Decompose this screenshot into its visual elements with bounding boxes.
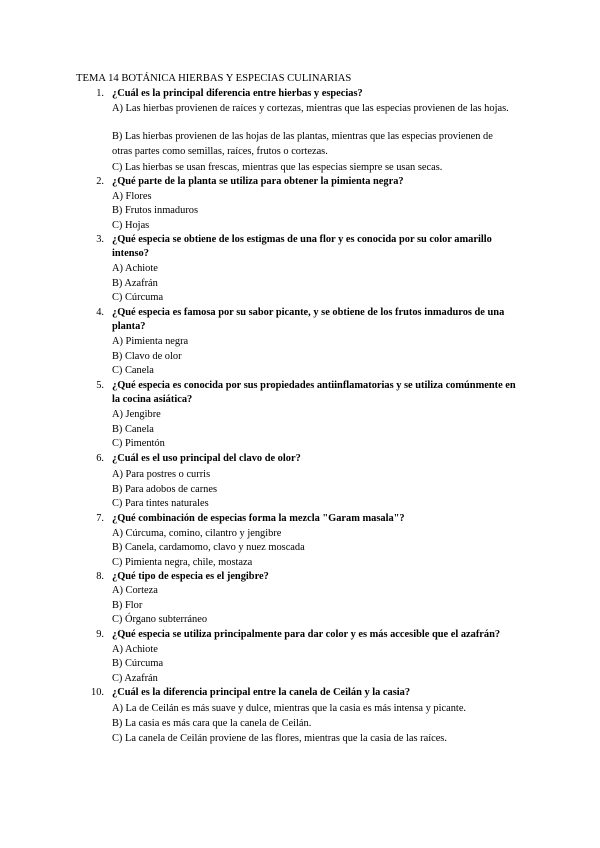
question-number: 3.	[96, 234, 104, 245]
answer-option: C) La canela de Ceilán proviene de las flores, mientras que la casia de las raíces.	[112, 733, 447, 744]
document-title: TEMA 14 BOTÁNICA HIERBAS Y ESPECIAS CULINARIAS	[76, 73, 352, 84]
answer-option: C) Pimentón	[112, 438, 165, 449]
answer-option: B) Las hierbas provienen de las hojas de las plantas, mientras que las especias provienen de otras partes como semillas, raíces, frutos o cortezas.	[112, 131, 493, 157]
question-text: ¿Cuál es la principal diferencia entre hierbas y especias?	[112, 88, 363, 99]
question-text: ¿Cuál es la diferencia principal entre la canela de Ceilán y la casia?	[112, 687, 411, 698]
answer-option: B) Para adobos de carnes	[112, 484, 218, 495]
question-number: 10.	[91, 687, 104, 698]
answer-option: A) Corteza	[112, 585, 158, 596]
answer-option: B) Clavo de olor	[112, 351, 182, 362]
question-number: 4.	[96, 307, 104, 318]
answer-option: A) Las hierbas provienen de raíces y cortezas, mientras que las especias provienen de las hojas.	[112, 103, 509, 114]
question-text: ¿Qué parte de la planta se utiliza para obtener la pimienta negra?	[112, 176, 404, 187]
question-number: 2.	[96, 176, 104, 187]
answer-option: B) Frutos inmaduros	[112, 205, 199, 216]
answer-option: C) Pimienta negra, chile, mostaza	[112, 557, 253, 568]
question-number: 7.	[96, 513, 104, 524]
answer-option: B) Flor	[112, 600, 143, 611]
answer-option: B) Azafrán	[112, 278, 158, 289]
answer-option: B) Canela	[112, 424, 154, 435]
answer-option: A) Jengibre	[112, 409, 161, 420]
question-number: 8.	[96, 571, 104, 582]
question-text: ¿Qué especia se utiliza principalmente para dar color y es más accesible que el azafrán?	[112, 629, 501, 640]
question-text: ¿Qué especia es famosa por su sabor picante, y se obtiene de los frutos inmaduros de una planta?	[112, 307, 505, 332]
answer-option: A) Achiote	[112, 263, 158, 274]
answer-option: A) Cúrcuma, comino, cilantro y jengibre	[112, 528, 282, 539]
answer-option: C) Hojas	[112, 220, 150, 231]
question-number: 1.	[96, 88, 104, 99]
question-number: 5.	[96, 380, 104, 391]
question-text: ¿Qué combinación de especias forma la mezcla "Garam masala"?	[112, 513, 405, 524]
answer-option: A) Flores	[112, 191, 152, 202]
question-text: ¿Qué especia es conocida por sus propiedades antiinflamatorias y se utiliza comúnmente en la cocina asiática?	[112, 380, 516, 405]
answer-option: A) Pimienta negra	[112, 336, 189, 347]
answer-option: C) Cúrcuma	[112, 292, 164, 303]
answer-option: C) Canela	[112, 365, 154, 376]
answer-option: B) La casia es más cara que la canela de Ceilán.	[112, 718, 312, 729]
question-text: ¿Qué tipo de especia es el jengibre?	[112, 571, 269, 582]
question-text: ¿Cuál es el uso principal del clavo de olor?	[112, 453, 301, 464]
answer-option: C) Órgano subterráneo	[112, 614, 208, 625]
question-text: ¿Qué especia se obtiene de los estigmas de una flor y es conocida por su color amarillo intenso?	[112, 234, 492, 259]
answer-option: A) Achiote	[112, 644, 158, 655]
answer-option: B) Cúrcuma	[112, 658, 164, 669]
answer-option: C) Las hierbas se usan frescas, mientras que las especias siempre se usan secas.	[112, 162, 443, 173]
question-number: 9.	[96, 629, 104, 640]
answer-option: C) Azafrán	[112, 673, 158, 684]
answer-option: B) Canela, cardamomo, clavo y nuez moscada	[112, 542, 305, 553]
question-number: 6.	[96, 453, 104, 464]
answer-option: A) Para postres o curris	[112, 469, 211, 480]
answer-option: A) La de Ceilán es más suave y dulce, mientras que la casia es más intensa y picante.	[112, 703, 467, 714]
answer-option: C) Para tintes naturales	[112, 498, 209, 509]
